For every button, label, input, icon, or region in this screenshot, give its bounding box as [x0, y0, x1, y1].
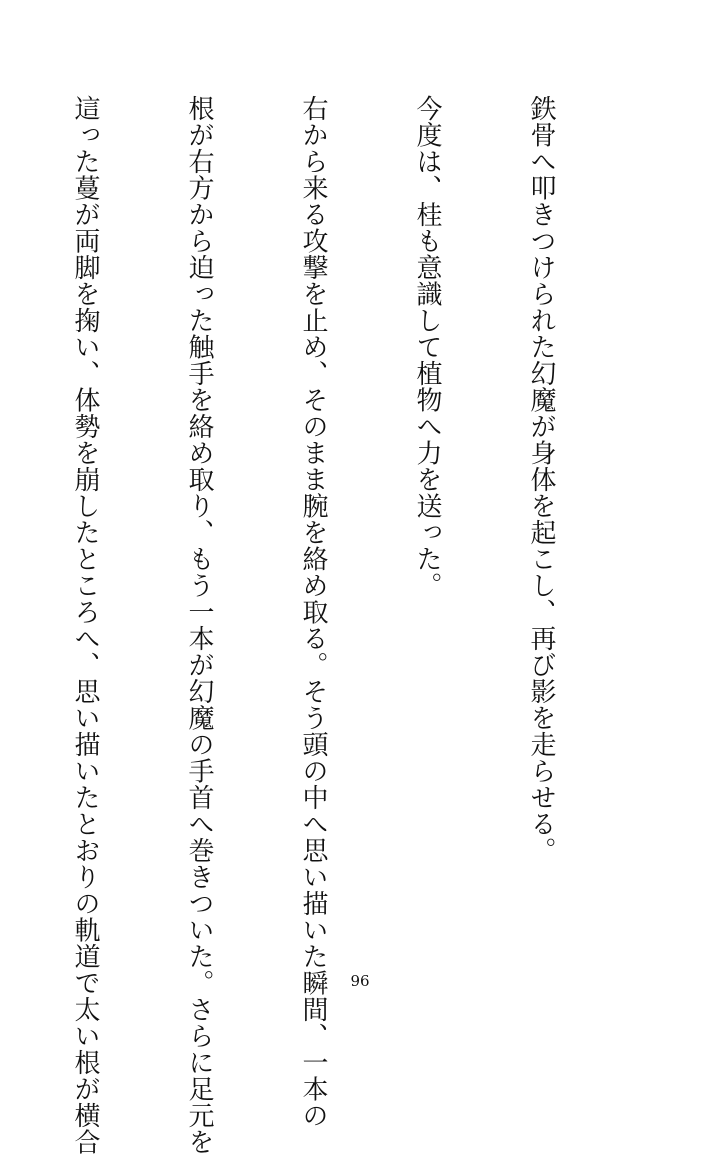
text-line: 鉄骨へ叩きつけられた幻魔が身体を起こし、再び影を走らせる。	[526, 95, 556, 864]
text-line: 根が右方から迫った触手を絡め取り、もう一本が幻魔の手首へ巻きついた。さらに足元を	[184, 95, 214, 1155]
page-number: 96	[350, 972, 370, 990]
text-line: 今度は、桂も意識して植物へ力を送った。	[412, 95, 442, 599]
text-line: 這った蔓が両脚を掬い、体勢を崩したところへ、思い描いたとおりの軌道で太い根が横合	[70, 95, 100, 1155]
text-line: 右から来る攻撃を止め、そのまま腕を絡め取る。そう頭の中へ思い描いた瞬間、一本の	[298, 95, 328, 1129]
